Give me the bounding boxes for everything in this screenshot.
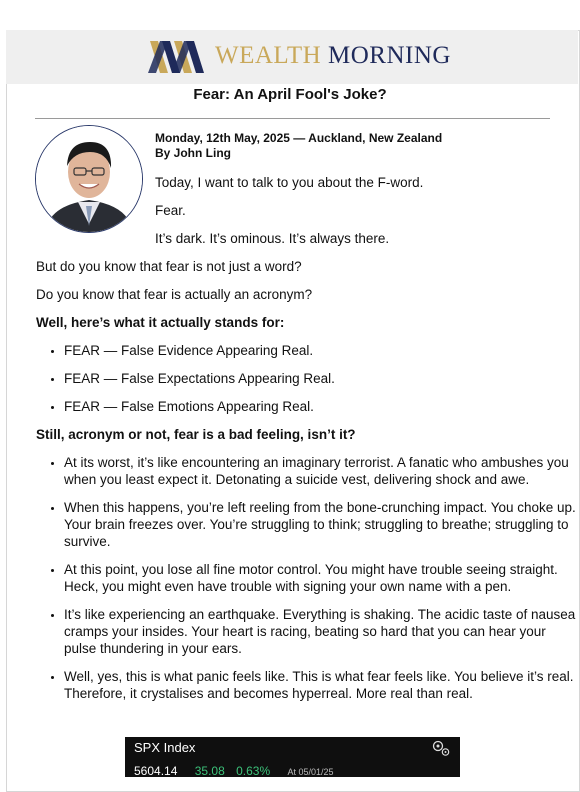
article-title: Fear: An April Fool's Joke? xyxy=(193,86,387,103)
ticker-name: SPX Index xyxy=(134,740,196,755)
acronym-list xyxy=(36,342,579,426)
paragraph: It’s dark. It’s ominous. It’s always there. xyxy=(155,231,390,246)
list-item: • It’s like experiencing an earthquake. Everything is shaking. The acidic taste of nausea cramps your insides. Your heart is racing, beating so hard that you can hear your pulse thundering in your ears. xyxy=(64,606,579,657)
list-item: • FEAR — False Evidence Appearing Real. xyxy=(64,342,579,359)
author-avatar xyxy=(35,125,143,233)
ticker-values xyxy=(134,764,334,778)
ticker-value: 5604.14 xyxy=(134,764,178,778)
list-item: • At this point, you lose all fine motor control. You might have trouble seeing straight. Heck, you might even have trouble with signing your own name with a pen. xyxy=(64,561,579,595)
brand-wordmark xyxy=(215,42,451,70)
feeling-list xyxy=(36,454,579,713)
ticker-change: 35.08 xyxy=(194,764,225,778)
brand-name-part2: MORNING xyxy=(327,42,451,69)
byline: By John Ling xyxy=(155,146,231,160)
list-item: • At its worst, it’s like encountering an imaginary terrorist. A fanatic who ambushes you when you least expect it. Detonating a suicide vest, delivering shock and awe. xyxy=(64,454,579,488)
paragraph: Do you know that fear is actually an acronym? xyxy=(36,287,313,302)
paragraph: Fear. xyxy=(155,203,186,218)
article-meta xyxy=(155,131,442,161)
list-item: • Well, yes, this is what panic feels like. This is what fear feels like. You believe it’s real. Therefore, it crystalises and becomes hyperreal. More real than real. xyxy=(64,668,579,702)
paragraph: But do you know that fear is not just a word? xyxy=(36,259,302,274)
list-item: • When this happens, you’re left reeling from the bone-crunching impact. You choke up. Your brain freezes over. You’re struggling to think; struggling to breathe; struggling to survive. xyxy=(64,499,579,550)
brand-name-part1: WEALTH xyxy=(215,42,322,69)
ticker-change-pct: 0.63% xyxy=(236,764,271,778)
list-item: • FEAR — False Expectations Appearing Real. xyxy=(64,370,579,387)
gear-icon[interactable] xyxy=(431,739,451,757)
ticker-as-of: At 05/01/25 xyxy=(287,767,334,777)
wealth-morning-logo-icon xyxy=(148,39,208,75)
list-item: • FEAR — False Emotions Appearing Real. xyxy=(64,398,579,415)
paragraph: Today, I want to talk to you about the F-word. xyxy=(155,175,424,190)
feeling-heading: Still, acronym or not, fear is a bad feeling, isn’t it? xyxy=(36,427,356,442)
acronym-heading: Well, here’s what it actually stands for: xyxy=(36,315,285,330)
title-divider xyxy=(35,118,550,119)
dateline: Monday, 12th May, 2025 — Auckland, New Zealand xyxy=(155,131,443,145)
spx-index-widget[interactable] xyxy=(125,737,460,777)
